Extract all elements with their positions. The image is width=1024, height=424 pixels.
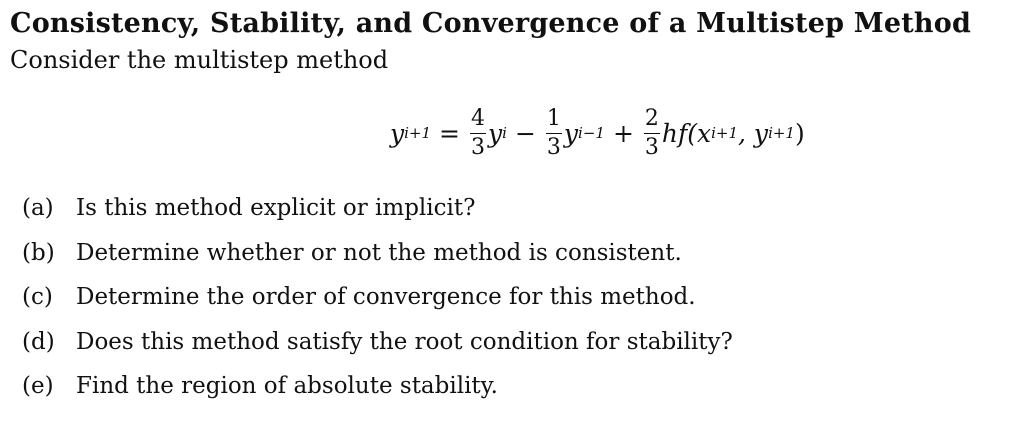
minus-sign: −	[514, 118, 536, 148]
term3-subscript: i+1	[711, 124, 739, 142]
part-text: Is this method explicit or implicit?	[76, 195, 476, 222]
fraction-numerator: 4	[471, 105, 485, 131]
term1-variable: y	[488, 118, 503, 148]
part-label: (d)	[22, 328, 55, 355]
fraction-term1	[470, 105, 486, 160]
fraction-term3	[644, 105, 660, 160]
term3-subscript-2: i+1	[768, 124, 795, 142]
plus-sign: +	[612, 118, 634, 148]
term3-close-paren: )	[794, 118, 805, 148]
fraction-numerator: 2	[644, 105, 659, 131]
fraction-denominator: 3	[471, 134, 485, 160]
part-text: Does this method satisfy the root condition for stability?	[76, 328, 733, 355]
part-label: (a)	[22, 195, 54, 222]
term3-function: hf(x	[661, 118, 712, 148]
question-parts-list	[22, 186, 733, 409]
question-part-b	[22, 231, 733, 276]
lhs-subscript: i+1	[404, 124, 432, 142]
multistep-equation	[390, 98, 805, 168]
part-text: Find the region of absolute stability.	[76, 373, 498, 400]
fraction-numerator: 1	[546, 105, 561, 131]
fraction-denominator: 3	[546, 134, 561, 160]
term1-subscript: i	[502, 124, 507, 142]
part-text: Determine whether or not the method is consistent.	[76, 239, 682, 266]
question-part-a	[22, 186, 733, 231]
term2-variable: y	[563, 118, 579, 148]
equals-sign: =	[439, 118, 460, 148]
part-label: (b)	[22, 239, 55, 266]
question-part-e	[22, 364, 733, 409]
part-label: (c)	[22, 284, 53, 311]
part-text: Determine the order of convergence for this method.	[76, 284, 696, 311]
fraction-term2	[546, 105, 562, 160]
intro-text: Consider the multistep method	[10, 46, 389, 74]
fraction-denominator: 3	[644, 134, 659, 160]
problem-title: Consistency, Stability, and Convergence of a Multistep Method	[10, 8, 972, 39]
question-part-c	[22, 275, 733, 320]
lhs-variable: y	[390, 118, 405, 148]
part-label: (e)	[22, 373, 54, 400]
term2-subscript: i−1	[578, 124, 605, 142]
question-part-d	[22, 320, 733, 365]
term3-mid: , y	[738, 118, 769, 148]
